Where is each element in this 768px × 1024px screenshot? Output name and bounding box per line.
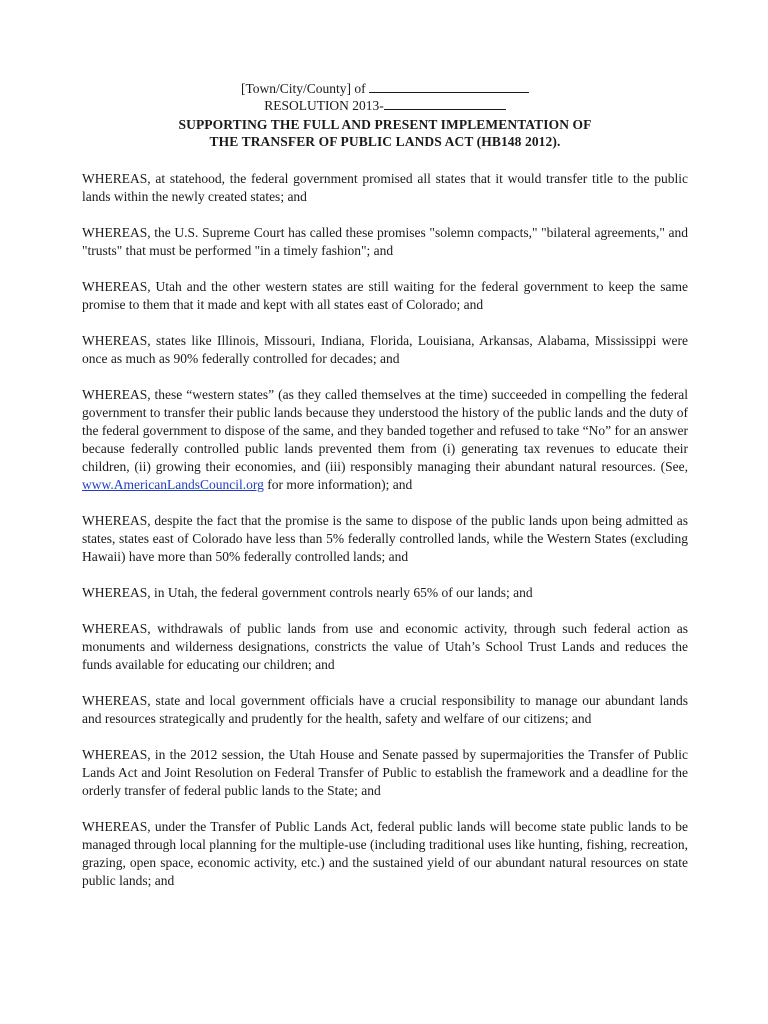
resolution-label: RESOLUTION 2013- [264,98,384,113]
whereas-paragraph: WHEREAS, withdrawals of public lands from use and economic activity, through such federal action as monuments and wilderness designations, constricts the value of Utah’s School Trust Lands and reduces the funds available for educating our children; and [82,621,688,672]
paragraph-text-after-link: for more information); and [263,477,413,492]
whereas-paragraph: WHEREAS, state and local government officials have a crucial responsibility to manage our abundant lands and resources strategically and prudently for the health, safety and welfare of our citizens; and [82,693,688,726]
town-line [82,80,688,97]
title-line-2: THE TRANSFER OF PUBLIC LANDS ACT (HB148 2012). [209,134,561,149]
document-title [82,116,688,150]
title-line-1: SUPPORTING THE FULL AND PRESENT IMPLEMENTATION OF [178,117,592,132]
whereas-paragraph: WHEREAS, at statehood, the federal government promised all states that it would transfer title to the public lands within the newly created states; and [82,171,688,204]
paragraph-text-before-link: WHEREAS, these “western states” (as they called themselves at the time) succeeded in compelling the federal government to transfer their public lands because they understood the history of the public lands and the duty of the federal government to dispose of the same, and they banded together and refused to take “No” for an answer because federally controlled public lands prevented them from (i) generating tax revenues to educate their children, (ii) growing their economies, and (iii) responsibly managing their abundant natural resources. (See, [82,387,688,474]
town-label: [Town/City/County] of [240,81,366,96]
whereas-paragraph: WHEREAS, despite the fact that the promise is the same to dispose of the public lands upon being admitted as states, states east of Colorado have less than 5% federally controlled lands, while the Western States (excluding Hawaii) have more than 50% federally controlled lands; and [82,513,688,564]
whereas-paragraph: WHEREAS, in the 2012 session, the Utah House and Senate passed by supermajorities the Transfer of Public Lands Act and Joint Resolution on Federal Transfer of Public to establish the framework and a deadline for the orderly transfer of federal public lands to the State; and [82,747,688,798]
whereas-clauses [82,170,688,890]
resolution-number-blank-field [384,97,506,110]
whereas-paragraph: WHEREAS, Utah and the other western states are still waiting for the federal government to keep the same promise to them that it made and kept with all states east of Colorado; and [82,279,688,312]
resolution-line [82,97,688,114]
whereas-paragraph: WHEREAS, in Utah, the federal government controls nearly 65% of our lands; and [82,585,533,600]
whereas-paragraph: WHEREAS, under the Transfer of Public Lands Act, federal public lands will become state public lands to be managed through local planning for the multiple-use (including traditional uses like hunting, fishing, recreation, grazing, open space, economic activity, etc.) and the sustained yield of our abundant natural resources on state public lands; and [82,819,688,888]
town-blank-field [369,80,529,93]
whereas-paragraph: WHEREAS, states like Illinois, Missouri, Indiana, Florida, Louisiana, Arkansas, Alabama, Mississippi were once as much as 90% federally controlled for decades; and [82,333,688,366]
american-lands-council-link[interactable]: www.AmericanLandsCouncil.org [82,477,264,492]
whereas-paragraph: WHEREAS, the U.S. Supreme Court has called these promises "solemn compacts," "bilateral agreements," and "trusts" that must be performed "in a timely fashion"; and [82,225,688,258]
document-page [82,80,688,890]
whereas-paragraph-with-link [82,386,688,494]
